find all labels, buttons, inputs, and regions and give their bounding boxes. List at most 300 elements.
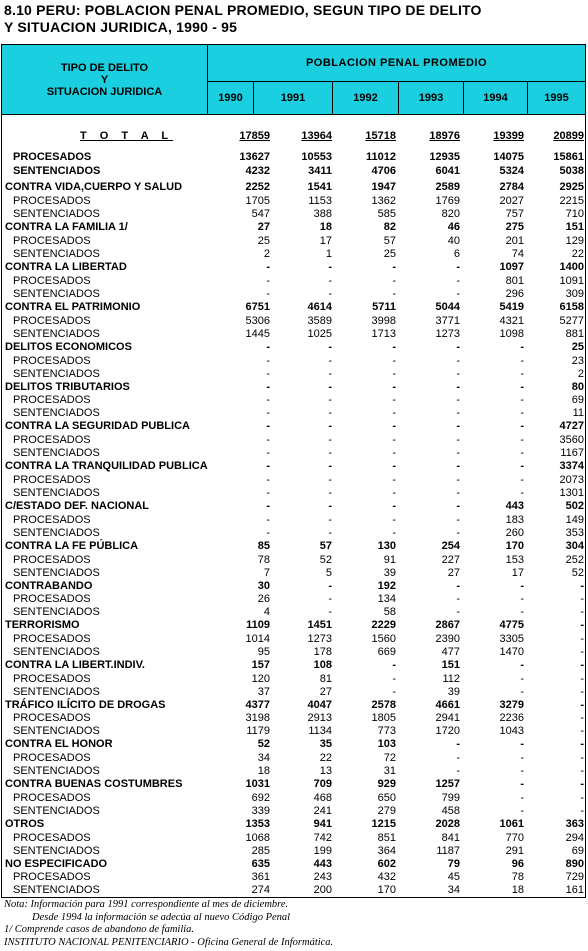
cell-1991: - [328,420,332,432]
cell-1995: - [580,619,584,631]
cell-1994: 275 [505,221,524,233]
cell-1995: 2925 [559,181,584,193]
cell-1992: - [392,341,396,353]
cell-1993: 45 [447,871,460,883]
cell-1991: 1153 [308,195,332,207]
table-header [1,44,586,115]
cell-1990: 1031 [245,778,270,790]
cell-1994: - [520,420,524,432]
table-row [2,165,585,178]
cell-1993: 2867 [435,619,460,631]
row-label: SENTENCIADOS [13,606,100,618]
year-header-1993: 1993 [398,82,463,114]
cell-1994: 5419 [499,301,524,313]
cell-1994: - [520,407,524,419]
cell-1995: 52 [571,567,584,579]
cell-1994: 1098 [499,328,524,340]
cell-1995: 3560 [559,434,584,446]
cell-1994: - [520,805,524,817]
row-label: PROCESADOS [13,514,91,526]
cell-1994: 1043 [499,725,524,737]
cell-1994: 17 [511,567,524,579]
row-label: CONTRA LA SEGURIDAD PUBLICA [5,420,190,432]
category-row [2,460,585,473]
category-row [2,818,585,831]
row-label: SENTENCIADOS [13,248,100,260]
row-label: PROCESADOS [13,275,91,287]
cell-1994: - [520,686,524,698]
cell-1990: 18 [257,765,270,777]
cell-1991: 1 [325,248,332,260]
row-label: SENTENCIADOS [13,447,100,459]
cell-1993: - [456,420,460,432]
row-label: CONTRABANDO [5,580,93,592]
row-label-header [2,45,208,114]
cell-1991: - [328,527,332,539]
cell-1993: 79 [447,858,460,870]
cell-1990: - [266,514,270,526]
cell-1992: - [392,487,396,499]
cell-1990: 2252 [245,181,270,193]
row-label: PROCESADOS [13,792,91,804]
cell-1993: - [456,341,460,353]
cell-1991: 57 [319,540,332,552]
cell-1992: 773 [377,725,396,737]
cell-1991: 10553 [301,151,332,163]
note-source: INSTITUTO NACIONAL PENITENCIARIO - Oficina General de Informática. [4,936,334,948]
table-row [2,554,585,567]
cell-1991: 1134 [308,725,332,737]
cell-1993: - [456,487,460,499]
cell-1991: - [328,381,332,393]
cell-1992: 170 [377,884,396,896]
cell-1994: 14075 [493,151,524,163]
cell-1993: 39 [447,686,460,698]
cell-1993: 46 [447,221,460,233]
cell-1994: 801 [505,275,524,287]
cell-1994: 3305 [499,633,524,645]
cell-1994: 19399 [493,130,524,142]
cell-1992: - [392,500,396,512]
cell-1990: 1109 [246,619,270,631]
cell-1990: 37 [257,686,270,698]
row-label: SENTENCIADOS [13,407,100,419]
cell-1992: 57 [383,235,396,247]
cell-1995: - [580,580,584,592]
cell-1992: 851 [377,832,396,844]
cell-1994: 18 [511,884,524,896]
cell-1992: 585 [377,208,396,220]
cell-1992: 5711 [372,301,396,313]
cell-1992: 130 [377,540,396,552]
cell-1992: - [392,474,396,486]
table-row [2,447,585,460]
cell-1991: - [328,368,332,380]
cell-1992: 11012 [366,151,396,163]
cell-1992: 929 [377,778,396,790]
row-label: PROCESADOS [13,832,91,844]
table-row [2,884,585,897]
row-label-line-3: SITUACION JURIDICA [46,85,163,98]
cell-1994: - [520,659,524,671]
cell-1994: 74 [511,248,524,260]
cell-1992: - [392,434,396,446]
category-row [2,659,585,672]
note-line-1: Nota: Información para 1991 correspondiente al mes de diciembre. [4,899,289,910]
row-label: PROCESADOS [13,195,91,207]
cell-1992: - [392,420,396,432]
cell-1991: 27 [319,686,332,698]
table-row [2,195,585,208]
cell-1991: 200 [313,884,332,896]
cell-1992: - [392,261,396,273]
cell-1990: - [266,394,270,406]
row-label: NO ESPECIFICADO [5,858,108,870]
note-line-3: 1/ Comprende casos de abandono de familia. [4,924,195,935]
row-label: CONTRA LA FAMILIA 1/ [5,221,128,233]
cell-1992: 1805 [371,712,396,724]
cell-1991: 108 [313,659,332,671]
row-label: SENTENCIADOS [13,686,100,698]
cell-1994: - [520,487,524,499]
cell-1990: - [266,460,270,472]
cell-1991: 13 [319,765,332,777]
cell-1990: 27 [257,221,270,233]
cell-1993: 477 [441,646,460,658]
category-row [2,540,585,553]
cell-1993: - [456,606,460,618]
cell-1993: 2390 [435,633,460,645]
cell-1995: 363 [565,818,584,830]
cell-1994: - [520,355,524,367]
cell-1990: - [266,420,270,432]
table-row [2,235,585,248]
cell-1990: - [266,500,270,512]
cell-1993: 151 [441,659,460,671]
cell-1995: - [580,778,584,790]
cell-1991: 5 [325,567,332,579]
cell-1992: 58 [383,606,396,618]
cell-1994: 4321 [499,315,524,327]
cell-1990: 5306 [245,315,270,327]
row-label: SENTENCIADOS [13,765,100,777]
cell-1992: 91 [383,554,396,566]
table-row [2,646,585,659]
row-label: PROCESADOS [13,871,91,883]
cell-1995: 309 [565,288,584,300]
cell-1994: - [520,765,524,777]
category-row [2,221,585,234]
cell-1992: 134 [377,593,396,605]
cell-1995: 2073 [559,474,584,486]
row-label: PROCESADOS [13,554,91,566]
cell-1990: - [266,355,270,367]
cell-1995: - [580,805,584,817]
cell-1990: 120 [251,673,270,685]
cell-1990: 1179 [246,725,270,737]
cell-1992: - [392,527,396,539]
category-row [2,420,585,433]
cell-1990: 547 [251,208,270,220]
cell-1991: - [328,593,332,605]
row-label: SENTENCIADOS [13,884,100,896]
cell-1992: - [392,275,396,287]
table-row [2,407,585,420]
table-title [4,2,482,36]
cell-1993: - [456,447,460,459]
cell-1995: 151 [565,221,584,233]
row-label: CONTRA LA LIBERT.INDIV. [5,659,145,671]
row-label: CONTRA VIDA,CUERPO Y SALUD [5,181,183,193]
row-label: PROCESADOS [13,235,91,247]
row-label: SENTENCIADOS [13,805,100,817]
cell-1990: - [266,487,270,499]
cell-1992: - [392,514,396,526]
cell-1990: - [266,275,270,287]
cell-1995: 2 [577,368,584,380]
table-row [2,832,585,845]
row-label: PROCESADOS [13,712,91,724]
cell-1991: - [328,460,332,472]
cell-1990: - [266,368,270,380]
row-label: PROCESADOS [13,434,91,446]
cell-1995: - [580,752,584,764]
cell-1995: - [580,606,584,618]
cell-1990: - [266,407,270,419]
cell-1995: 5038 [559,165,584,177]
cell-1992: 279 [377,805,396,817]
category-row [2,738,585,751]
cell-1995: 710 [565,208,584,220]
cell-1995: - [580,738,584,750]
cell-1993: - [456,261,460,273]
cell-1993: 12935 [429,151,460,163]
table-row [2,712,585,725]
cell-1994: 2784 [499,181,524,193]
row-label: PROCESADOS [13,673,91,685]
cell-1990: 285 [251,845,270,857]
row-label: DELITOS ECONOMICOS [5,341,132,353]
cell-1993: 254 [441,540,460,552]
cell-1993: 2589 [435,181,460,193]
category-row [2,381,585,394]
cell-1995: 1301 [559,487,584,499]
cell-1995: - [580,725,584,737]
row-label: TRÁFICO ILÍCITO DE DROGAS [5,699,166,711]
row-label: PROCESADOS [13,633,91,645]
cell-1992: 1215 [371,818,396,830]
year-header-1990: 1990 [218,92,243,104]
cell-1993: - [456,288,460,300]
cell-1993: - [456,593,460,605]
table-row [2,673,585,686]
cell-1991: 468 [313,792,332,804]
cell-1993: - [456,381,460,393]
cell-1991: 3411 [308,165,332,177]
cell-1992: 4706 [371,165,396,177]
table-row [2,845,585,858]
table-row [2,487,585,500]
cell-1991: 4614 [307,301,332,313]
cell-1991: 742 [313,832,332,844]
cell-1993: 458 [441,805,460,817]
table-row [2,686,585,699]
cell-1994: - [520,752,524,764]
cell-1992: 82 [383,221,396,233]
cell-1993: 4661 [435,699,460,711]
cell-1994: 78 [511,871,524,883]
cell-1994: - [520,778,524,790]
row-label: PROCESADOS [13,151,92,163]
cell-1990: 25 [257,235,270,247]
table-row [2,474,585,487]
cell-1992: - [392,355,396,367]
cell-1993: 841 [441,832,460,844]
cell-1990: 1068 [245,832,270,844]
cell-1994: - [520,434,524,446]
row-label: PROCESADOS [13,752,91,764]
cell-1990: 30 [257,580,270,592]
cell-1992: 602 [377,858,396,870]
cell-1990: 4 [263,606,270,618]
cell-1994: 5324 [499,165,524,177]
cell-1993: - [456,474,460,486]
cell-1993: 799 [441,792,460,804]
cell-1991: 241 [313,805,332,817]
cell-1992: - [392,407,396,419]
cell-1990: 26 [257,593,270,605]
table-row [2,725,585,738]
cell-1994: - [520,381,524,393]
cell-1991: - [328,487,332,499]
row-label: SENTENCIADOS [13,208,100,220]
cell-1994: 443 [505,500,524,512]
cell-1993: 18976 [429,130,460,142]
cell-1993: 1769 [435,195,460,207]
cell-1993: - [456,355,460,367]
cell-1990: - [266,381,270,393]
cell-1994: - [520,673,524,685]
cell-1994: - [520,593,524,605]
category-row [2,181,585,194]
row-label: PROCESADOS [13,474,91,486]
cell-1993: - [456,752,460,764]
cell-1994: 770 [505,832,524,844]
table-row [2,394,585,407]
cell-1992: 15718 [365,130,396,142]
row-label: CONTRA LA TRANQUILIDAD PUBLICA [5,460,208,472]
cell-1995: 69 [571,845,584,857]
cell-1991: - [328,580,332,592]
cell-1991: 17 [319,235,332,247]
cell-1991: - [328,355,332,367]
cell-1990: 6751 [245,301,270,313]
cell-1992: - [392,394,396,406]
cell-1994: - [520,606,524,618]
cell-1990: - [266,341,270,353]
cell-1990: 4232 [245,165,270,177]
cell-1992: 432 [377,871,396,883]
title-line-2: Y SITUACION JURIDICA, 1990 - 95 [4,19,238,35]
cell-1992: 1947 [371,181,396,193]
cell-1991: - [328,434,332,446]
table-row [2,315,585,328]
cell-1994: 4775 [499,619,524,631]
table-row [2,151,585,164]
category-row [2,619,585,632]
row-label: CONTRA LA LIBERTAD [5,261,127,273]
cell-1991: 35 [319,738,332,750]
row-label: CONTRA EL HONOR [5,738,113,750]
cell-1994: 96 [511,858,524,870]
table-row [2,567,585,580]
category-row [2,580,585,593]
cell-1994: - [520,394,524,406]
table-row [2,288,585,301]
row-label: SENTENCIADOS [13,845,100,857]
cell-1995: - [580,673,584,685]
cell-1991: 1451 [307,619,332,631]
cell-1990: 7 [263,567,270,579]
table-row [2,328,585,341]
row-label: CONTRA BUENAS COSTUMBRES [5,778,183,790]
cell-1992: 364 [377,845,396,857]
cell-1992: - [392,368,396,380]
row-label: SENTENCIADOS [13,725,100,737]
cell-1995: 25 [571,341,584,353]
cell-1990: 157 [251,659,270,671]
cell-1994: 1097 [499,261,524,273]
cell-1991: 81 [319,673,332,685]
table-row [2,606,585,619]
cell-1991: - [328,261,332,273]
cell-1993: 1257 [435,778,460,790]
cell-1993: - [456,460,460,472]
cell-1993: 27 [447,567,460,579]
cell-1992: 103 [377,738,396,750]
cell-1992: - [392,288,396,300]
cell-1993: - [456,514,460,526]
cell-1995: 729 [565,871,584,883]
footnotes [4,899,333,949]
cell-1991: 1025 [307,328,332,340]
cell-1992: - [392,686,396,698]
cell-1993: - [456,407,460,419]
note-line-2: Desde 1994 la información se adecúa al nuevo Código Penal [32,911,291,923]
row-label: SENTENCIADOS [13,288,100,300]
cell-1995: 5277 [559,315,584,327]
cell-1993: - [456,434,460,446]
table-row [2,208,585,221]
cell-1992: - [392,673,396,685]
row-label: PROCESADOS [13,394,91,406]
category-row [2,500,585,513]
cell-1990: 4377 [245,699,270,711]
cell-1995: - [580,792,584,804]
cell-1993: 1273 [435,328,460,340]
cell-1991: - [328,500,332,512]
cell-1995: 294 [565,832,584,844]
row-label: SENTENCIADOS [13,487,100,499]
row-label: DELITOS TRIBUTARIOS [5,381,130,393]
cell-1994: 757 [505,208,524,220]
cell-1994: 183 [505,514,524,526]
cell-1994: 3279 [499,699,524,711]
table-row [2,527,585,540]
cell-1995: 22 [571,248,584,260]
cell-1990: 692 [251,792,270,804]
cell-1990: 3198 [245,712,270,724]
